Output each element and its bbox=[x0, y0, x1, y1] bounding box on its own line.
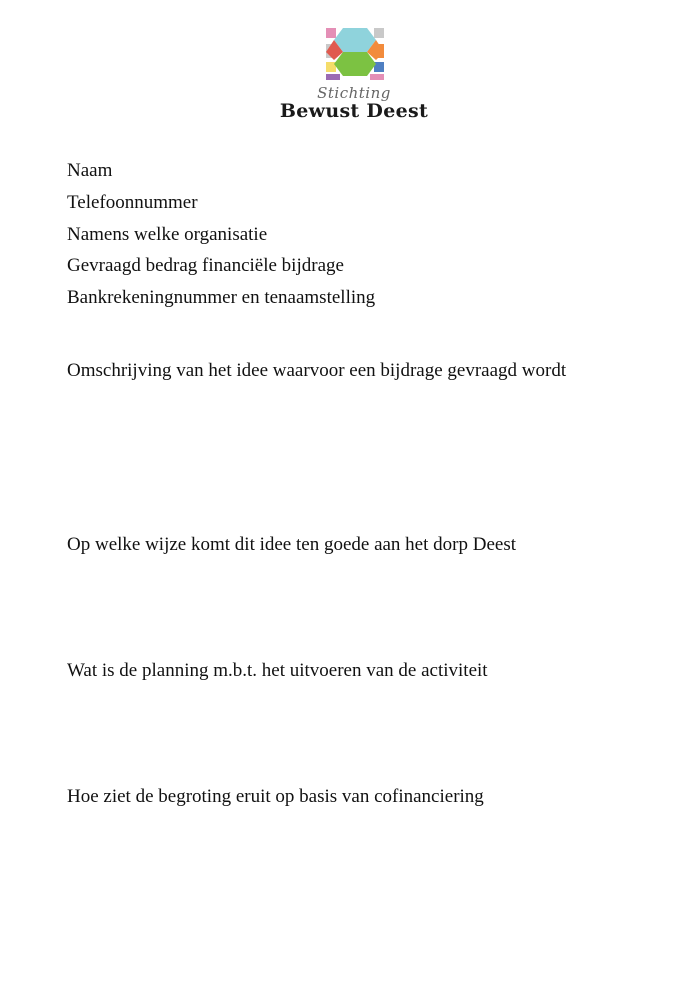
field-amount-label: Gevraagd bedrag financiële bijdrage bbox=[67, 255, 344, 277]
question-planning: Wat is de planning m.b.t. het uitvoeren van de activiteit bbox=[67, 660, 488, 681]
logo-subtitle: Stichting bbox=[317, 84, 391, 102]
field-name-label: Naam bbox=[67, 160, 113, 181]
question-benefit: Op welke wijze komt dit idee ten goede aan het dorp Deest bbox=[67, 534, 516, 555]
logo-hexagon-icon bbox=[324, 26, 386, 82]
field-organisation-label: Namens welke organisatie bbox=[67, 223, 268, 245]
field-phone-label: Telefoonnummer bbox=[67, 191, 198, 213]
logo-name: Bewust Deest bbox=[279, 100, 429, 122]
form-fields-list bbox=[67, 155, 375, 314]
question-description: Omschrijving van het idee waarvoor een bijdrage gevraagd wordt bbox=[67, 360, 567, 381]
question-budget: Hoe ziet de begroting eruit op basis van cofinanciering bbox=[67, 786, 484, 807]
field-bank-account-label: Bankrekeningnummer en tenaamstelling bbox=[67, 287, 376, 309]
logo bbox=[250, 26, 450, 126]
